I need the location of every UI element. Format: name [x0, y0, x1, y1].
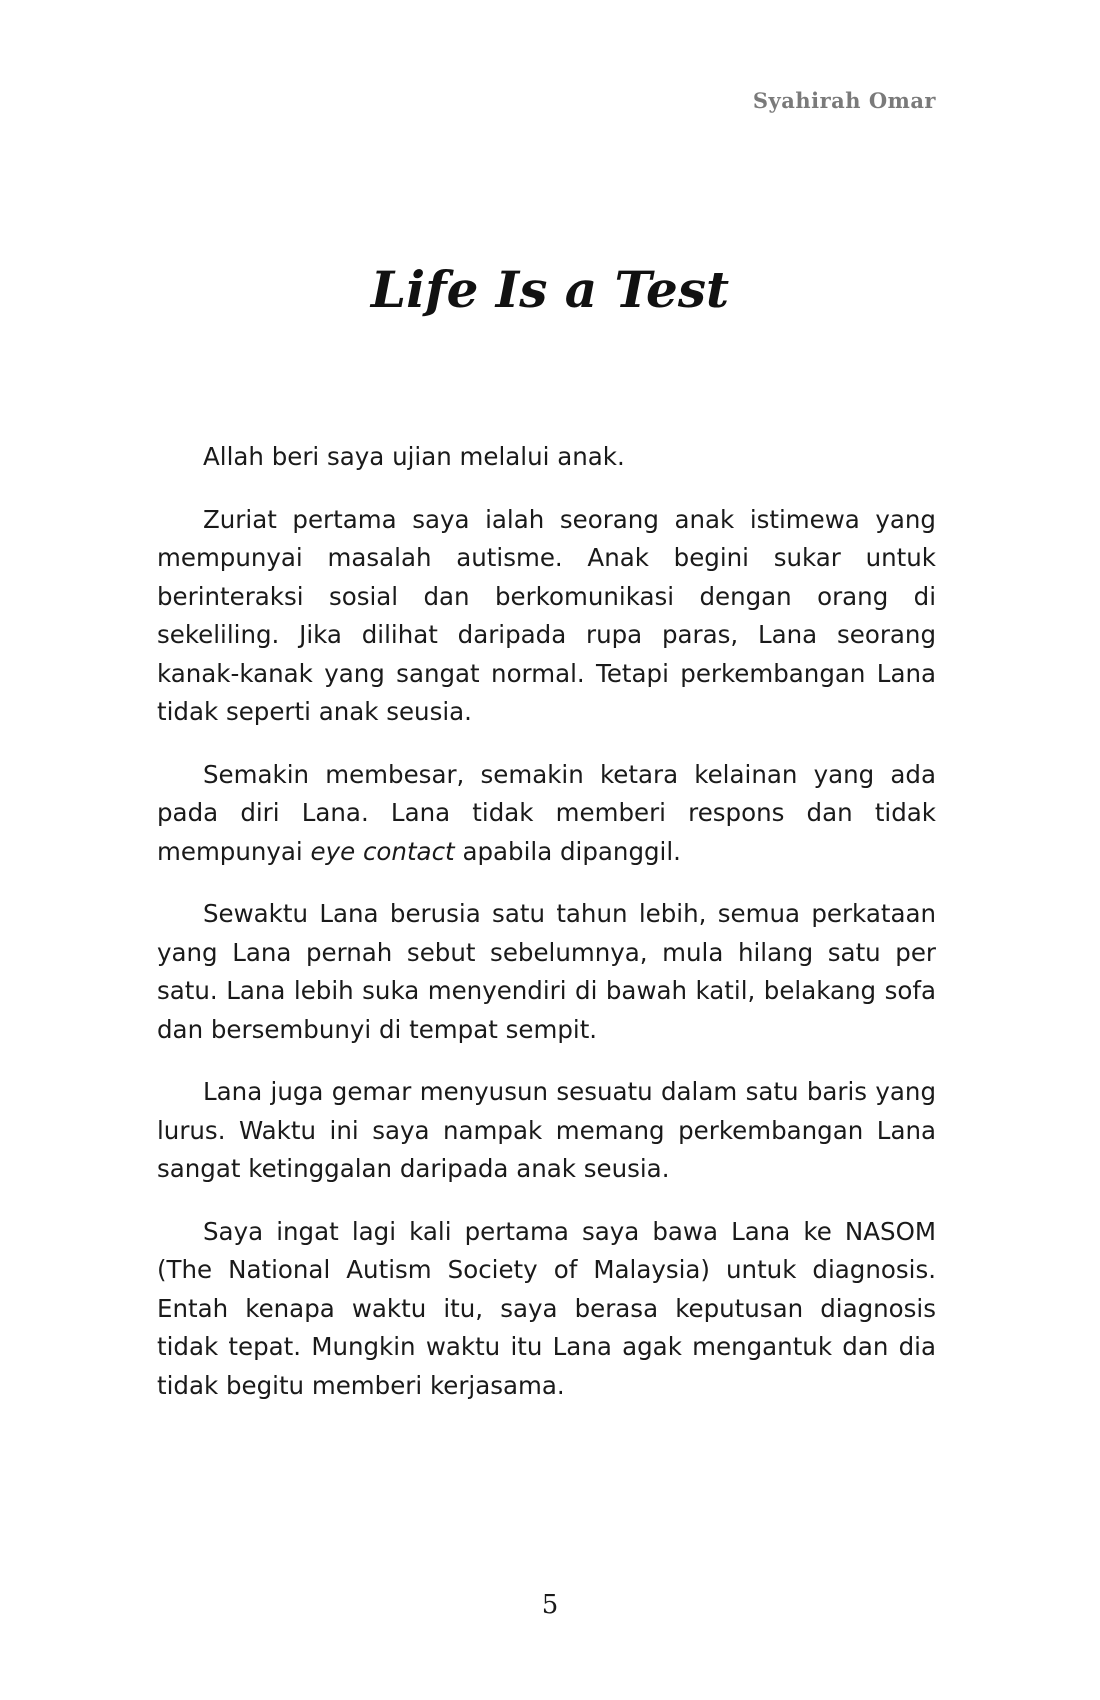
chapter-title: Life Is a Test	[370, 260, 730, 319]
paragraph-5: Lana juga gemar menyusun sesuatu dalam satu baris yang lurus. Waktu ini saya nampak memang perkembangan Lana sangat ketinggalan daripada anak seusia.	[157, 1077, 936, 1183]
page-number: 5	[541, 1590, 559, 1620]
paragraph-3	[157, 756, 936, 872]
paragraph-3-text-end: apabila dipanggil.	[454, 836, 681, 866]
paragraph-1: Allah beri saya ujian melalui anak.	[203, 442, 625, 471]
paragraph-6: Saya ingat lagi kali pertama saya bawa Lana ke NASOM (The National Autism Society of Malaysia) untuk diagnosis. Entah kenapa waktu itu, saya berasa keputusan diagnosis tidak tepat. Mungkin waktu itu Lana agak mengantuk dan dia tidak begitu memberi kerjasama.	[157, 1216, 936, 1400]
paragraph-2: Zuriat pertama saya ialah seorang anak istimewa yang mempunyai masalah autisme. Anak begini sukar untuk berinteraksi sosial dan berkomunikasi dengan orang di sekeliling. Jika dilihat daripada rupa paras, Lana seorang kanak-kanak yang sangat normal. Tetapi perkembangan Lana tidak seperti anak seusia.	[157, 504, 936, 726]
paragraph-3-text-start: Semakin membesar, semakin ketara kelainan yang ada pada diri Lana. Lana tidak memberi respons dan tidak mempunyai	[157, 759, 936, 866]
paragraph-3-emphasis: eye contact	[310, 836, 455, 866]
running-header-author: Syahirah Omar	[752, 88, 936, 113]
body-text	[157, 438, 936, 1429]
paragraph-4: Sewaktu Lana berusia satu tahun lebih, semua perkataan yang Lana pernah sebut sebelumnya, mula hilang satu per satu. Lana lebih suka menyendiri di bawah katil, belakang sofa dan bersembunyi di tempat sempit.	[157, 899, 936, 1044]
